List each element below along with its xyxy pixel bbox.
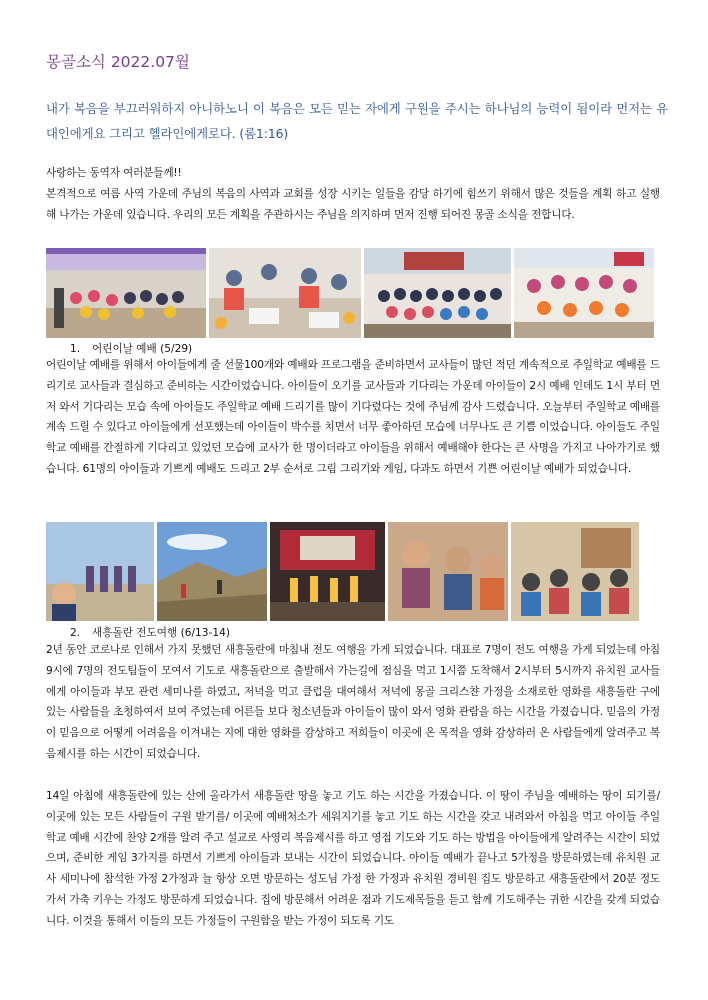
section-2-paragraph-1: 2년 동안 코로나로 인해서 가지 못했던 새흥돌란에 마침내 전도 여행을 가게 되었습니다. 대표로 7명이 전도 여행을 가게 되었는데 아침 9시에 7명의 전도팀들이 모여서 기도로 새흥돌란으로 출발해서 가는길에 점심을 먹고 1시쯤 도착해서 2시부터 5시까지 유치원 교사들에게 아이들과 부모 관련 세미나를 하였고, 저녁을 먹고 클럽을 대여해서 저녁에 몽골 크리스챤 가정을 소재로한 영화를 새흥돌란 구에 있는 사람들을 초청하여서 보여 주었는데 어른들 보다 청소년들과 아이들이 많이 와서 영화 관람을 하는 시간을 가졌습니다. 믿음의 가정이 믿음으로 어떻게 어려움을 이겨내는 지에 대한 영화를 감상하고 저희들이 이곳에 온 목적을 영화 감상하러 온 사람들에게 알려주고 복음제시를 하는 시간이 되었습니다. — [46, 644, 660, 760]
section-2-title: 새흥돌란 전도여행 (6/13-14) — [92, 627, 230, 639]
photo-outreach-4 — [388, 522, 508, 621]
photo-childrens-day-4 — [514, 248, 654, 338]
photo-row-outreach-trip — [46, 522, 639, 621]
photo-row-childrens-day — [46, 248, 654, 338]
section-1-number: 1. — [70, 343, 81, 355]
photo-childrens-day-1 — [46, 248, 206, 338]
intro-paragraph: 본격적으로 여름 사역 가운데 주님의 복음의 사역과 교회를 성장 시키는 일들을 감당 하기에 힘쓰기 위해서 많은 것들을 계획 하고 실행해 나가는 가운데 있습니다. 우리의 모든 계획을 주관하시는 주님을 의지하며 먼저 진행 되어진 몽골 소식을 전합니다. — [46, 188, 660, 221]
photo-outreach-2 — [157, 522, 267, 621]
section-1-title: 어린이날 예배 (5/29) — [92, 343, 193, 355]
section-1-paragraph: 어린이날 예배를 위해서 아이들에게 줄 선물100개와 예배와 프로그램을 준비하면서 교사들이 많던 적던 계속적으로 주일학교 예배를 드리기로 교사들과 결심하고 준비하는 시간이었습니다. 아이들이 오기를 교사들과 기다리는 가운데 아이들이 2시 예배 인데도 1시 부터 먼저 와서 기다리는 모습 속에 아이들도 주일학교 예배 드리기를 많이 기다렸다는 것에 주님께 감사 드렸습니다. 오늘부터 주일학교 예배를 계속 드릴 수 있다고 아이들에게 선포했는데 아이들이 박수를 치면서 너무 좋아하던 모습에 너무나도 큰 기쁨 이었습니다. 아이들도 주일학교 예배를 간절하게 기다리고 있었던 모습에 교사가 한 명이더라고 아이들을 위해서 예배해야 한다는 큰 사명을 가지고 나아가기로 했습니다. 61명의 아이들과 기쁘게 예배도 드리고 2부 순서로 그림 그리기와 게임, 다과도 하면서 기쁜 어린이날 예배가 되었습니다. — [46, 359, 660, 475]
photo-outreach-3 — [270, 522, 385, 621]
page-title: 몽골소식 2022.07월 — [46, 53, 190, 71]
section-2-paragraph-2: 14일 아침에 새흥돌란에 있는 산에 올라가서 새흥돌란 땅을 놓고 기도 하는 시간을 가졌습니다. 이 땅이 주님을 예배하는 땅이 되기를/ 이곳에 있는 모든 사람들이 구원 받기를/ 이곳에 예배처소가 세워지기를 놓고 기도 하는 시간을 갖고 내려와서 아침을 먹고 아이들 주일학교 예배 시간에 찬양 2개를 알려 주고 설교로 사영리 복음제시를 하고 영접 기도와 기도 하는 방법을 아이들에게 알려주는 시간이 되었으며, 준비한 게임 3가지를 하면서 기쁘게 아이들과 보내는 시간이 되었습니다. 아이들 예배가 끝나고 5가정을 방문하였는데 유치원 교사 세미나에 참석한 가정 2가정과 늘 항상 오면 방문하는 성도님 가정 한 가정과 유치원 경비원 집도 방문하고 새흥돌란에서 20분 정도 가서 가축 키우는 가정도 방문하게 되었습니다. 집에 방문해서 어려운 점과 기도제목들을 듣고 함께 기도해주는 귀한 시간을 갖게 되었습니다. 이것을 통해서 이들의 모든 가정들이 구원함을 받는 가정이 되도록 기도 — [46, 790, 660, 927]
greeting: 사랑하는 동역자 여러분들께!! — [46, 167, 182, 179]
photo-childrens-day-2 — [209, 248, 361, 338]
photo-childrens-day-3 — [364, 248, 511, 338]
photo-outreach-5 — [511, 522, 639, 621]
bible-verse: 내가 복음을 부끄러워하지 아니하노니 이 복음은 모든 믿는 자에게 구원을 주시는 하나님의 능력이 됨이라 먼저는 유대인에게요 그리고 헬라인에게로다. (롬1:16) — [46, 101, 668, 141]
section-2-number: 2. — [70, 627, 81, 639]
photo-outreach-1 — [46, 522, 154, 621]
